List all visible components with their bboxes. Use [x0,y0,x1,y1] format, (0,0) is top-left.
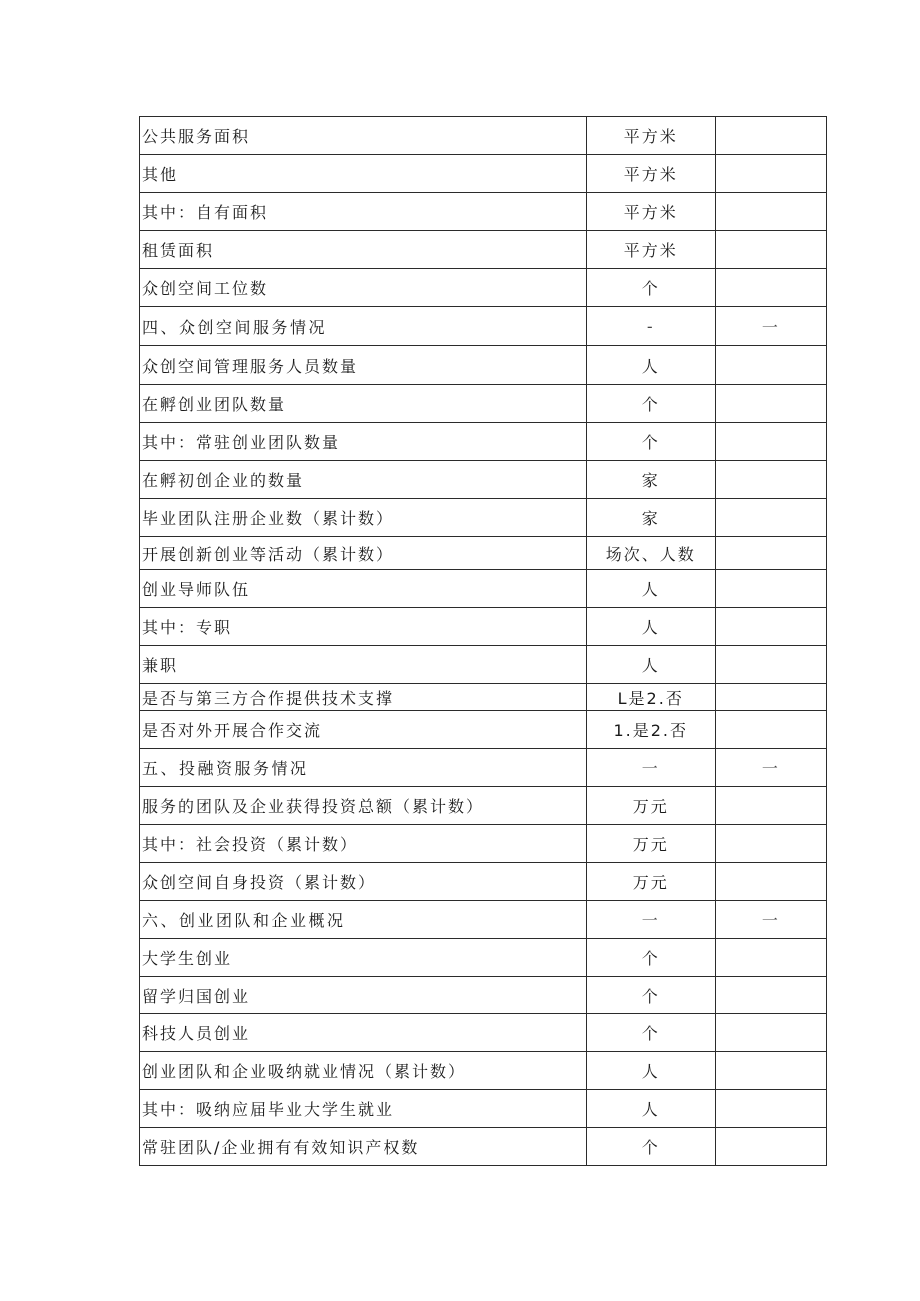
value-cell[interactable] [715,1128,826,1166]
value-cell[interactable] [715,684,826,711]
unit-cell: 人 [586,646,715,684]
table-row [140,1014,827,1052]
table-row [140,346,827,385]
value-cell[interactable] [715,499,826,537]
item-label: 毕业团队注册企业数（累计数） [140,499,587,537]
value-cell[interactable] [715,385,826,423]
item-label: 其中：自有面积 [140,193,587,231]
table-row [140,570,827,608]
value-cell[interactable] [715,570,826,608]
unit-cell: 万元 [586,863,715,901]
value-cell[interactable] [715,346,826,385]
unit-cell: 个 [586,1128,715,1166]
unit-cell: 人 [586,608,715,646]
unit-cell: 平方米 [586,193,715,231]
item-label: 科技人员创业 [140,1014,587,1052]
table-row [140,461,827,499]
value-cell[interactable] [715,117,826,155]
unit-cell: 平方米 [586,117,715,155]
table-row [140,423,827,461]
value-cell[interactable] [715,1014,826,1052]
unit-cell: 一 [586,749,715,787]
table-row [140,117,827,155]
item-label: 是否对外开展合作交流 [140,711,587,749]
value-cell[interactable] [715,155,826,193]
unit-cell: 人 [586,1052,715,1090]
value-cell[interactable] [715,608,826,646]
item-label: 是否与第三方合作提供技术支撑 [140,684,587,711]
value-cell[interactable] [715,193,826,231]
table-row [140,269,827,307]
item-label: 创业团队和企业吸纳就业情况（累计数） [140,1052,587,1090]
table-row [140,155,827,193]
section-heading: 四、众创空间服务情况 [140,307,587,346]
table-row [140,1052,827,1090]
unit-cell: 个 [586,939,715,977]
value-cell[interactable] [715,1052,826,1090]
table-row [140,499,827,537]
item-label: 众创空间自身投资（累计数） [140,863,587,901]
value-cell[interactable] [715,537,826,570]
table-row [140,1090,827,1128]
item-label: 其中：社会投资（累计数） [140,825,587,863]
unit-cell: 平方米 [586,231,715,269]
unit-cell: 人 [586,570,715,608]
value-cell[interactable] [715,863,826,901]
value-cell[interactable] [715,977,826,1014]
item-label: 其中：吸纳应届毕业大学生就业 [140,1090,587,1128]
table-row [140,977,827,1014]
item-label: 众创空间管理服务人员数量 [140,346,587,385]
table-row [140,863,827,901]
item-label: 留学归国创业 [140,977,587,1014]
unit-cell: L是2.否 [586,684,715,711]
value-cell[interactable] [715,646,826,684]
item-label: 其中：专职 [140,608,587,646]
unit-cell: 个 [586,423,715,461]
section-row [140,749,827,787]
value-cell[interactable] [715,269,826,307]
item-label: 开展创新创业等活动（累计数） [140,537,587,570]
item-label: 常驻团队/企业拥有有效知识产权数 [140,1128,587,1166]
table-row [140,537,827,570]
table-row [140,825,827,863]
section-row [140,307,827,346]
item-label: 其中：常驻创业团队数量 [140,423,587,461]
table-row [140,646,827,684]
unit-cell: 个 [586,1014,715,1052]
section-heading: 六、创业团队和企业概况 [140,901,587,939]
table-row [140,787,827,825]
item-label: 公共服务面积 [140,117,587,155]
item-label: 创业导师队伍 [140,570,587,608]
value-cell[interactable] [715,825,826,863]
table-row [140,231,827,269]
statistics-table [139,116,827,1166]
section-row [140,901,827,939]
unit-cell: 场次、人数 [586,537,715,570]
unit-cell: 个 [586,269,715,307]
value-cell[interactable] [715,787,826,825]
unit-cell: 人 [586,346,715,385]
table-row [140,1128,827,1166]
item-label: 众创空间工位数 [140,269,587,307]
item-label: 租赁面积 [140,231,587,269]
item-label: 其他 [140,155,587,193]
unit-cell: 万元 [586,787,715,825]
value-cell[interactable] [715,461,826,499]
unit-cell: 万元 [586,825,715,863]
value-cell: 一 [715,749,826,787]
table-row [140,939,827,977]
unit-cell: 平方米 [586,155,715,193]
item-label: 兼职 [140,646,587,684]
value-cell[interactable] [715,1090,826,1128]
unit-cell: 1.是2.否 [586,711,715,749]
table-row [140,684,827,711]
value-cell[interactable] [715,231,826,269]
table-row [140,711,827,749]
value-cell[interactable] [715,423,826,461]
unit-cell: 一 [586,901,715,939]
unit-cell: 个 [586,385,715,423]
item-label: 在孵创业团队数量 [140,385,587,423]
table-row [140,608,827,646]
value-cell[interactable] [715,939,826,977]
table-body [140,117,827,1166]
unit-cell: 个 [586,977,715,1014]
unit-cell: 人 [586,1090,715,1128]
unit-cell: - [586,307,715,346]
table-row [140,193,827,231]
item-label: 在孵初创企业的数量 [140,461,587,499]
value-cell[interactable] [715,711,826,749]
unit-cell: 家 [586,461,715,499]
item-label: 大学生创业 [140,939,587,977]
item-label: 服务的团队及企业获得投资总额（累计数） [140,787,587,825]
value-cell: 一 [715,901,826,939]
table-row [140,385,827,423]
section-heading: 五、投融资服务情况 [140,749,587,787]
value-cell: 一 [715,307,826,346]
unit-cell: 家 [586,499,715,537]
